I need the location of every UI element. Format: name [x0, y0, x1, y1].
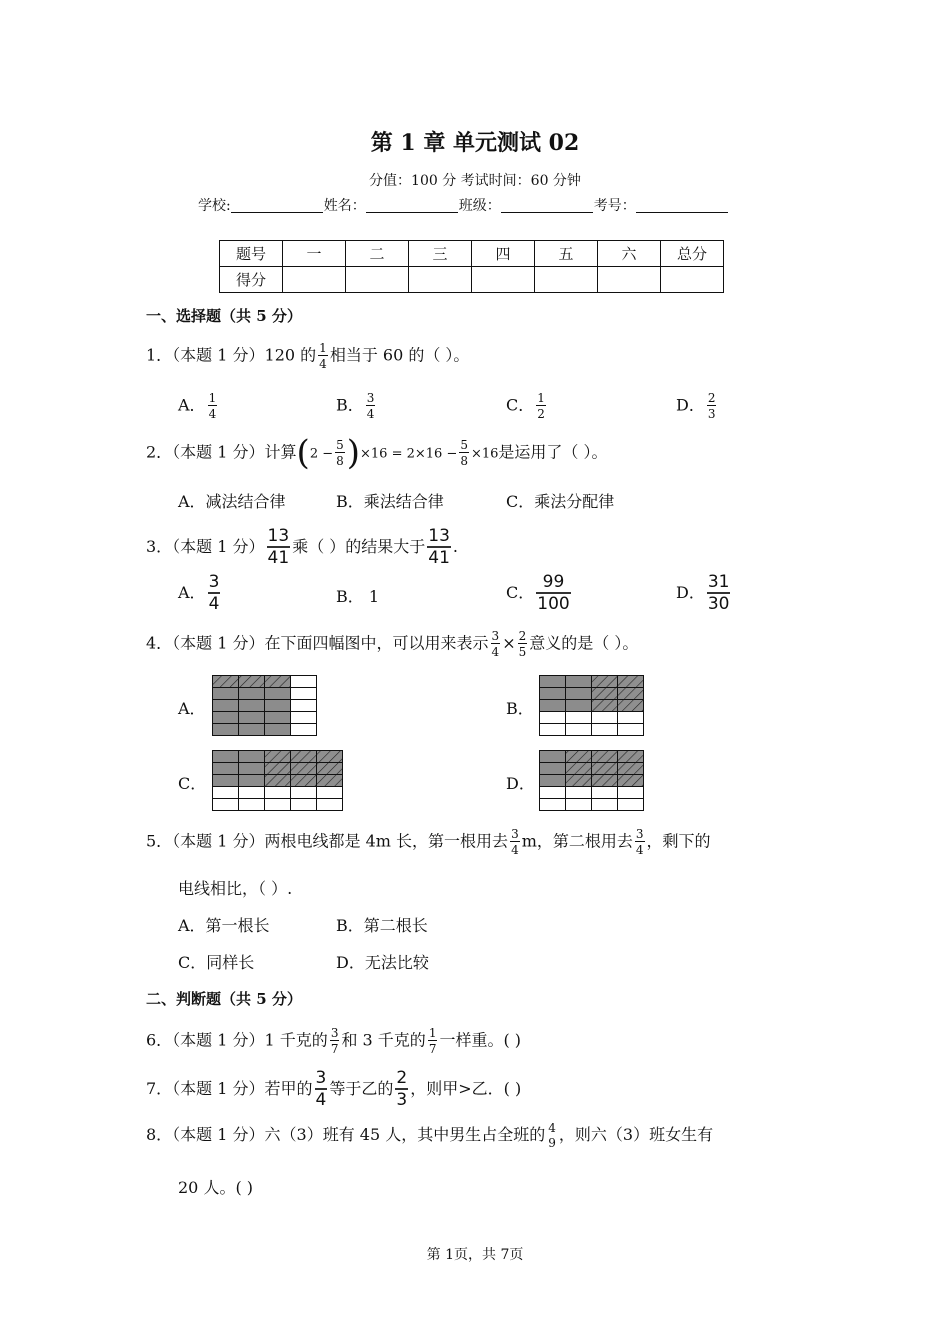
q4-option-d-grid[interactable] — [539, 750, 645, 812]
q3-option-d[interactable]: D． $\frac{31}{30}$ — [676, 572, 730, 614]
q1-option-d[interactable]: D． $\frac{2}{3}$ — [676, 391, 716, 421]
score-cell: 题号 — [220, 241, 283, 267]
exam-number-label: 考号： — [593, 198, 636, 214]
q4-option-a-grid[interactable] — [212, 675, 318, 737]
question-2: 2．（本题 1 分）计算(2 − $\frac{5}{8}$ )×16 = 2×16 − $\frac{5}{8}$ ×16是运用了（ ）。 — [146, 433, 608, 473]
q4-option-b-label[interactable]: B． — [506, 699, 534, 718]
q4-option-a-label[interactable]: A． — [178, 699, 206, 718]
student-info-line — [198, 195, 729, 215]
class-label: 班级： — [458, 198, 501, 214]
q1-prefix: 1．（本题 1 分）120 的 — [146, 345, 317, 365]
exam-meta: 分值：100 分 考试时间：60 分钟 — [369, 173, 581, 189]
q4-option-c-label[interactable]: C． — [178, 774, 207, 793]
score-cell: 一 — [283, 241, 346, 267]
question-5-line-2: 电线相比，（ ）. — [178, 879, 293, 898]
q1-option-c[interactable]: C． $\frac{1}{2}$ — [506, 391, 545, 421]
question-1 — [146, 342, 469, 370]
section-choice-heading: 一、选择题（共 5 分） — [146, 307, 302, 325]
score-cell: 五 — [535, 241, 598, 267]
class-blank[interactable] — [501, 198, 593, 213]
score-header-row — [220, 241, 724, 267]
q4-option-c-grid[interactable] — [212, 750, 344, 812]
q2-option-a[interactable]: A．减法结合律 — [178, 492, 286, 511]
section-judge-heading: 二、判断题（共 5 分） — [146, 990, 302, 1008]
score-cell: 六 — [598, 241, 661, 267]
score-input-cell[interactable] — [409, 267, 472, 293]
q1-option-b[interactable]: B． $\frac{3}{4}$ — [336, 391, 375, 421]
score-input-cell[interactable] — [346, 267, 409, 293]
q3-option-a[interactable]: A． $\frac{3}{4}$ — [178, 572, 220, 614]
score-input-cell[interactable] — [472, 267, 535, 293]
score-table — [219, 240, 724, 293]
question-8-line-2: 20 人。( ) — [178, 1178, 254, 1197]
score-cell: 总分 — [661, 241, 724, 267]
score-input-cell[interactable] — [598, 267, 661, 293]
school-label: 学校: — [198, 198, 231, 214]
q4-option-b-grid[interactable] — [539, 675, 645, 737]
score-input-cell[interactable] — [535, 267, 598, 293]
score-cell: 得分 — [220, 267, 283, 293]
score-cell: 二 — [346, 241, 409, 267]
name-blank[interactable] — [366, 198, 458, 213]
q5-option-d[interactable]: D．无法比较 — [336, 953, 429, 972]
q1-option-a[interactable]: A． $\frac{1}{4}$ — [178, 391, 217, 421]
question-4: 4．（本题 1 分）在下面四幅图中，可以用来表示 $\frac{3}{4}$ × $\frac{2}{5}$ 意义的是（ ）。 — [146, 629, 639, 659]
score-input-cell[interactable] — [661, 267, 724, 293]
q3-option-b[interactable]: B． 1 — [336, 587, 380, 606]
score-cell: 四 — [472, 241, 535, 267]
page-title: 第 1 章 单元测试 02 — [370, 130, 580, 156]
page-footer: 第 1页，共 7页 — [426, 1247, 524, 1263]
q3-option-c[interactable]: C． $\frac{99}{100}$ — [506, 572, 570, 614]
q5-option-b[interactable]: B．第二根长 — [336, 916, 428, 935]
exam-number-blank[interactable] — [636, 198, 728, 213]
question-8: 8．（本题 1 分）六（3）班有 45 人，其中男生占全班的 4 9 ，则六（3）班女生有 — [146, 1121, 714, 1150]
fraction: $\frac{1}{4}$ — [319, 341, 327, 371]
question-7: 7．（本题 1 分）若甲的 $\frac{3}{4}$ 等于乙的 $\frac{2}{3}$ ，则甲>乙．( ) — [146, 1068, 522, 1110]
q2-option-b[interactable]: B．乘法结合律 — [336, 492, 444, 511]
question-6: 6．（本题 1 分）1 千克的 $\frac{3}{7}$ 和 3 千克的 $\frac{1}{7}$ 一样重。( ) — [146, 1026, 522, 1056]
q2-option-c[interactable]: C．乘法分配律 — [506, 492, 615, 511]
q5-option-c[interactable]: C．同样长 — [178, 953, 255, 972]
q5-option-a[interactable]: A．第一根长 — [178, 916, 270, 935]
score-value-row — [220, 267, 724, 293]
question-5: 5．（本题 1 分）两根电线都是 4m 长，第一根用去 $\frac{3}{4}$ m，第二根用去 $\frac{3}{4}$ ，剩下的 — [146, 827, 711, 857]
name-label: 姓名： — [323, 198, 366, 214]
score-input-cell[interactable] — [283, 267, 346, 293]
question-3: 3．（本题 1 分） $\frac{13}{41}$ 乘（ ）的结果大于 $\frac{13}{41}$ . — [146, 526, 459, 568]
q4-option-d-label[interactable]: D． — [506, 774, 535, 793]
school-blank[interactable] — [231, 198, 323, 213]
score-cell: 三 — [409, 241, 472, 267]
q1-suffix: 相当于 60 的（ ）。 — [329, 345, 470, 365]
